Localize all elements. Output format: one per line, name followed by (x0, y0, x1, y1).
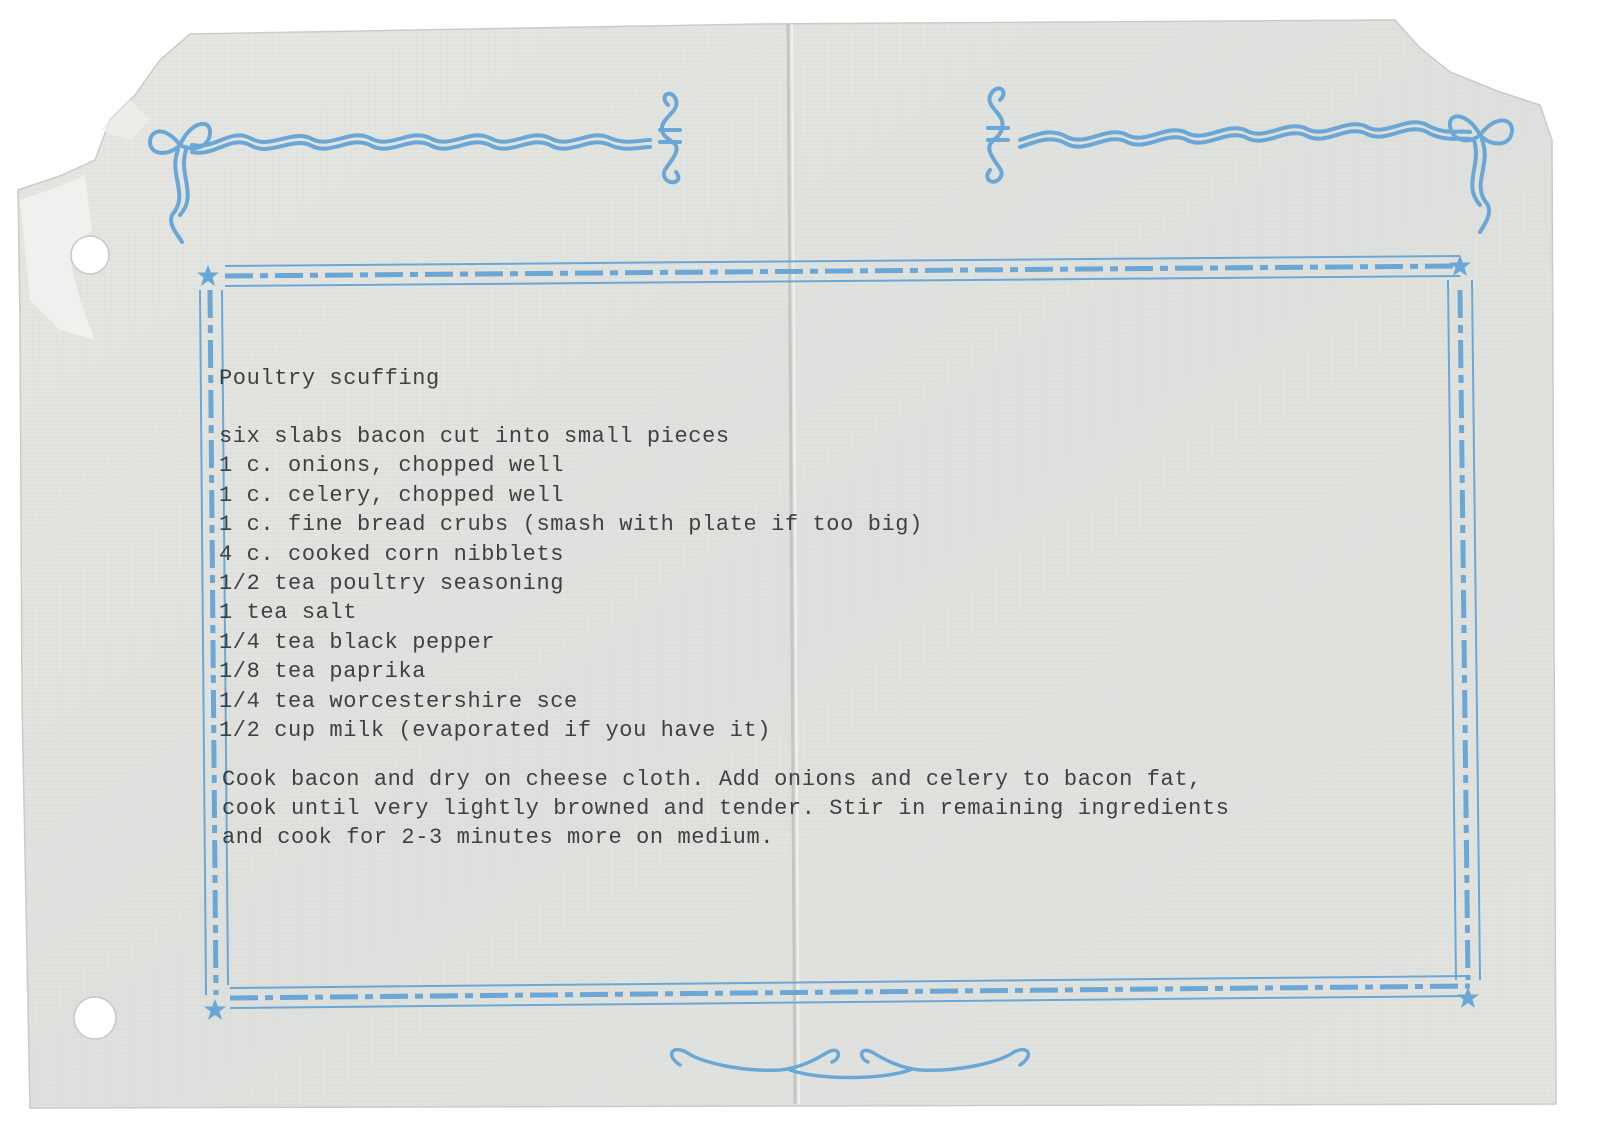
ingredient-item: 1 c. fine bread crubs (smash with plate if too big) (219, 512, 923, 538)
ingredient-item: 4 c. cooked corn nibblets (219, 541, 565, 567)
ingredient-list (219, 422, 923, 745)
instruction-line: and cook for 2-3 minutes more on medium. (222, 825, 775, 850)
ingredient-item: 1/2 cup milk (evaporated if you have it) (219, 717, 772, 743)
ingredient-item: six slabs bacon cut into small pieces (219, 424, 730, 449)
instructions-paragraph (222, 765, 1382, 852)
ingredient-item: 1/4 tea black pepper (219, 629, 496, 655)
ingredient-item: 1 c. celery, chopped well (219, 482, 565, 508)
ingredient-item: 1 tea salt (219, 600, 358, 626)
punch-hole-top (71, 236, 109, 274)
ingredient-item: 1/2 tea poultry seasoning (219, 570, 565, 596)
ingredient-item: 1 c. onions, chopped well (219, 453, 565, 479)
instruction-line: cook until very lightly browned and tender. Stir in remaining ingredients (222, 796, 1230, 821)
punch-hole-bottom (74, 997, 116, 1039)
recipe-title: Poultry scuffing (219, 366, 440, 391)
ingredient-item: 1/8 tea paprika (219, 659, 427, 685)
ingredient-item: 1/4 tea worcestershire sce (219, 688, 578, 714)
instruction-line: Cook bacon and dry on cheese cloth. Add onions and celery to bacon fat, (222, 767, 1202, 792)
